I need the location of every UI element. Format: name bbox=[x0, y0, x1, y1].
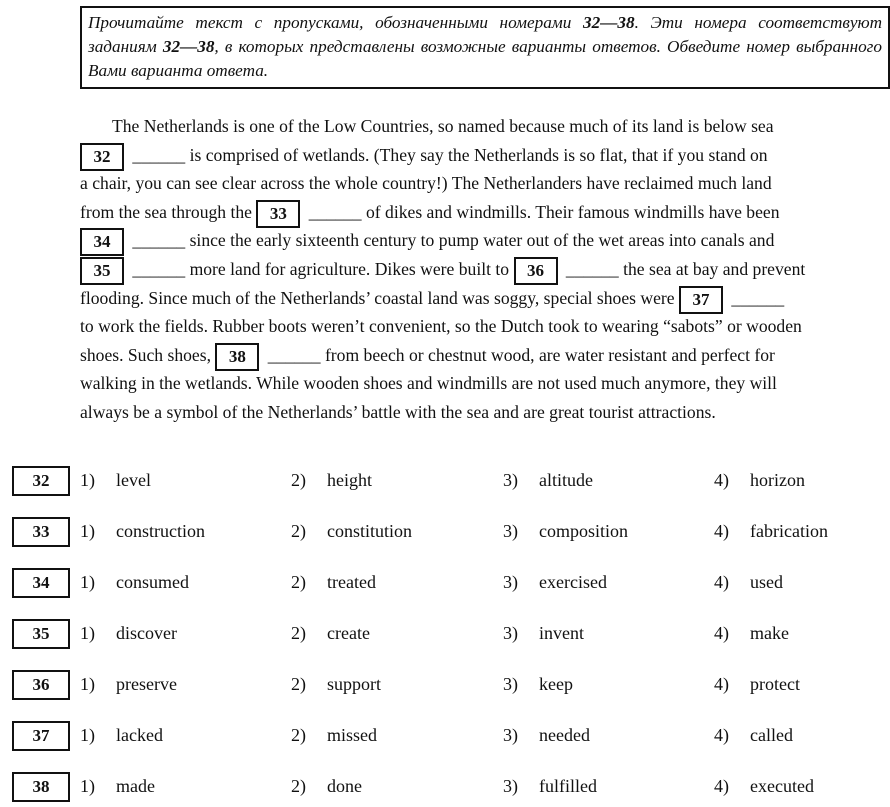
option-number: 3) bbox=[503, 623, 518, 643]
option-number: 1) bbox=[80, 776, 95, 796]
passage-text: from the sea through the bbox=[80, 201, 257, 222]
answer-option[interactable] bbox=[503, 517, 628, 545]
gap-box-37: 37 bbox=[679, 286, 723, 314]
option-number: 2) bbox=[291, 572, 306, 592]
option-number: 2) bbox=[291, 470, 306, 490]
question-number-box: 33 bbox=[12, 517, 70, 547]
option-number: 3) bbox=[503, 674, 518, 694]
option-text: composition bbox=[539, 521, 628, 541]
option-text: support bbox=[327, 674, 381, 694]
passage-text: ______ the sea at bay and prevent bbox=[561, 258, 806, 279]
passage-line bbox=[80, 341, 886, 370]
instruction-box bbox=[80, 6, 890, 89]
answer-option[interactable] bbox=[503, 670, 573, 698]
question-number-box: 38 bbox=[12, 772, 70, 802]
option-text: missed bbox=[327, 725, 378, 745]
instruction-text-2: . Эти номера соответствуют заданиям bbox=[88, 13, 882, 56]
question-37 bbox=[0, 721, 890, 755]
option-number: 2) bbox=[291, 674, 306, 694]
option-number: 1) bbox=[80, 623, 95, 643]
passage-line: a chair, you can see clear across the whole country!) The Netherlanders have reclaimed much land bbox=[80, 173, 772, 194]
answer-option[interactable] bbox=[80, 568, 189, 596]
option-text: called bbox=[750, 725, 793, 745]
option-number: 4) bbox=[714, 674, 729, 694]
answer-option[interactable] bbox=[80, 721, 163, 749]
option-text: construction bbox=[116, 521, 205, 541]
answer-option[interactable] bbox=[291, 670, 381, 698]
answer-option[interactable] bbox=[503, 619, 584, 647]
option-text: height bbox=[327, 470, 372, 490]
answer-option[interactable] bbox=[503, 772, 597, 800]
option-number: 3) bbox=[503, 521, 518, 541]
option-text: used bbox=[750, 572, 783, 592]
answer-option[interactable] bbox=[714, 568, 783, 596]
gap-box-34: 34 bbox=[80, 228, 124, 256]
gap-box-32: 32 bbox=[80, 143, 124, 171]
option-text: make bbox=[750, 623, 789, 643]
option-text: invent bbox=[539, 623, 584, 643]
passage-text: shoes. Such shoes, bbox=[80, 344, 216, 365]
instruction-text-3: , в которых представлены возможные варианты ответов. Обведите номер выбранного Вами варианта ответа. bbox=[88, 37, 882, 80]
option-text: executed bbox=[750, 776, 814, 796]
answer-option[interactable] bbox=[714, 772, 814, 800]
passage-line: to work the fields. Rubber boots weren’t convenient, so the Dutch took to wearing “sabots” or wooden bbox=[80, 316, 802, 337]
option-number: 4) bbox=[714, 470, 729, 490]
option-number: 4) bbox=[714, 623, 729, 643]
option-text: preserve bbox=[116, 674, 177, 694]
option-text: protect bbox=[750, 674, 800, 694]
passage-text: ______ from beech or chestnut wood, are water resistant and perfect for bbox=[263, 344, 775, 365]
passage-line: walking in the wetlands. While wooden shoes and windmills are not used much anymore, they will bbox=[80, 373, 777, 394]
option-text: level bbox=[116, 470, 151, 490]
answer-option[interactable] bbox=[291, 772, 362, 800]
answer-option[interactable] bbox=[291, 721, 377, 749]
question-35 bbox=[0, 619, 890, 653]
passage-line bbox=[80, 198, 886, 227]
answer-option[interactable] bbox=[714, 619, 789, 647]
passage-line bbox=[80, 284, 886, 313]
option-text: discover bbox=[116, 623, 177, 643]
question-number-box: 34 bbox=[12, 568, 70, 598]
gap-box-35: 35 bbox=[80, 257, 124, 285]
passage-text: flooding. Since much of the Netherlands’ coastal land was soggy, special shoes were bbox=[80, 287, 679, 308]
option-text: lacked bbox=[116, 725, 163, 745]
option-number: 4) bbox=[714, 521, 729, 541]
answer-option[interactable] bbox=[714, 517, 828, 545]
option-text: fabrication bbox=[750, 521, 828, 541]
answer-option[interactable] bbox=[291, 517, 412, 545]
option-number: 2) bbox=[291, 521, 306, 541]
option-number: 2) bbox=[291, 776, 306, 796]
option-number: 2) bbox=[291, 725, 306, 745]
answer-option[interactable] bbox=[80, 772, 155, 800]
option-number: 1) bbox=[80, 725, 95, 745]
question-33 bbox=[0, 517, 890, 551]
passage-line bbox=[80, 226, 886, 255]
passage-text: ______ more land for agriculture. Dikes were built to bbox=[128, 258, 514, 279]
passage-line bbox=[80, 141, 886, 170]
option-number: 3) bbox=[503, 725, 518, 745]
question-number-box: 32 bbox=[12, 466, 70, 496]
answer-option[interactable] bbox=[291, 619, 370, 647]
answer-option[interactable] bbox=[503, 568, 607, 596]
instruction-text-1: Прочитайте текст с пропусками, обозначенными номерами bbox=[88, 13, 583, 32]
question-36 bbox=[0, 670, 890, 704]
answer-option[interactable] bbox=[503, 721, 590, 749]
option-number: 3) bbox=[503, 470, 518, 490]
option-number: 1) bbox=[80, 674, 95, 694]
answer-option[interactable] bbox=[80, 517, 205, 545]
passage-line: always be a symbol of the Netherlands’ battle with the sea and are great tourist attractions. bbox=[80, 401, 716, 422]
option-text: keep bbox=[539, 674, 573, 694]
answer-option[interactable] bbox=[80, 619, 177, 647]
answer-option[interactable] bbox=[503, 466, 593, 494]
option-number: 4) bbox=[714, 776, 729, 796]
option-text: made bbox=[116, 776, 155, 796]
gap-box-33: 33 bbox=[256, 200, 300, 228]
instruction-range-2: 32—38 bbox=[162, 37, 215, 56]
answer-option[interactable] bbox=[80, 466, 151, 494]
passage-text: ______ since the early sixteenth century to pump water out of the wet areas into canals and bbox=[128, 230, 775, 251]
option-number: 3) bbox=[503, 572, 518, 592]
passage-text: ______ of dikes and windmills. Their famous windmills have been bbox=[304, 201, 780, 222]
option-text: consumed bbox=[116, 572, 189, 592]
answer-option[interactable] bbox=[291, 466, 372, 494]
instruction-range-1: 32—38 bbox=[583, 13, 635, 32]
passage-line bbox=[80, 255, 886, 284]
option-text: done bbox=[327, 776, 362, 796]
option-number: 1) bbox=[80, 470, 95, 490]
option-number: 4) bbox=[714, 572, 729, 592]
passage-text: ______ is comprised of wetlands. (They say the Netherlands is so flat, that if you stand on bbox=[128, 144, 768, 165]
passage-text: ______ bbox=[727, 287, 785, 308]
answer-option[interactable] bbox=[714, 670, 800, 698]
option-text: treated bbox=[327, 572, 376, 592]
answer-option[interactable] bbox=[714, 466, 805, 494]
option-number: 2) bbox=[291, 623, 306, 643]
option-number: 4) bbox=[714, 725, 729, 745]
option-text: fulfilled bbox=[539, 776, 597, 796]
question-number-box: 36 bbox=[12, 670, 70, 700]
question-38 bbox=[0, 772, 890, 806]
question-34 bbox=[0, 568, 890, 602]
reading-passage bbox=[80, 112, 886, 427]
answer-option[interactable] bbox=[291, 568, 376, 596]
passage-line: The Netherlands is one of the Low Countries, so named because much of its land is below sea bbox=[112, 116, 774, 136]
option-number: 1) bbox=[80, 521, 95, 541]
answer-option[interactable] bbox=[714, 721, 793, 749]
option-text: altitude bbox=[539, 470, 593, 490]
option-text: constitution bbox=[327, 521, 412, 541]
option-text: horizon bbox=[750, 470, 805, 490]
question-32 bbox=[0, 466, 890, 500]
answer-option[interactable] bbox=[80, 670, 177, 698]
question-number-box: 35 bbox=[12, 619, 70, 649]
option-number: 3) bbox=[503, 776, 518, 796]
option-text: create bbox=[327, 623, 370, 643]
question-number-box: 37 bbox=[12, 721, 70, 751]
gap-box-36: 36 bbox=[514, 257, 558, 285]
gap-box-38: 38 bbox=[215, 343, 259, 371]
option-text: needed bbox=[539, 725, 590, 745]
option-text: exercised bbox=[539, 572, 607, 592]
option-number: 1) bbox=[80, 572, 95, 592]
